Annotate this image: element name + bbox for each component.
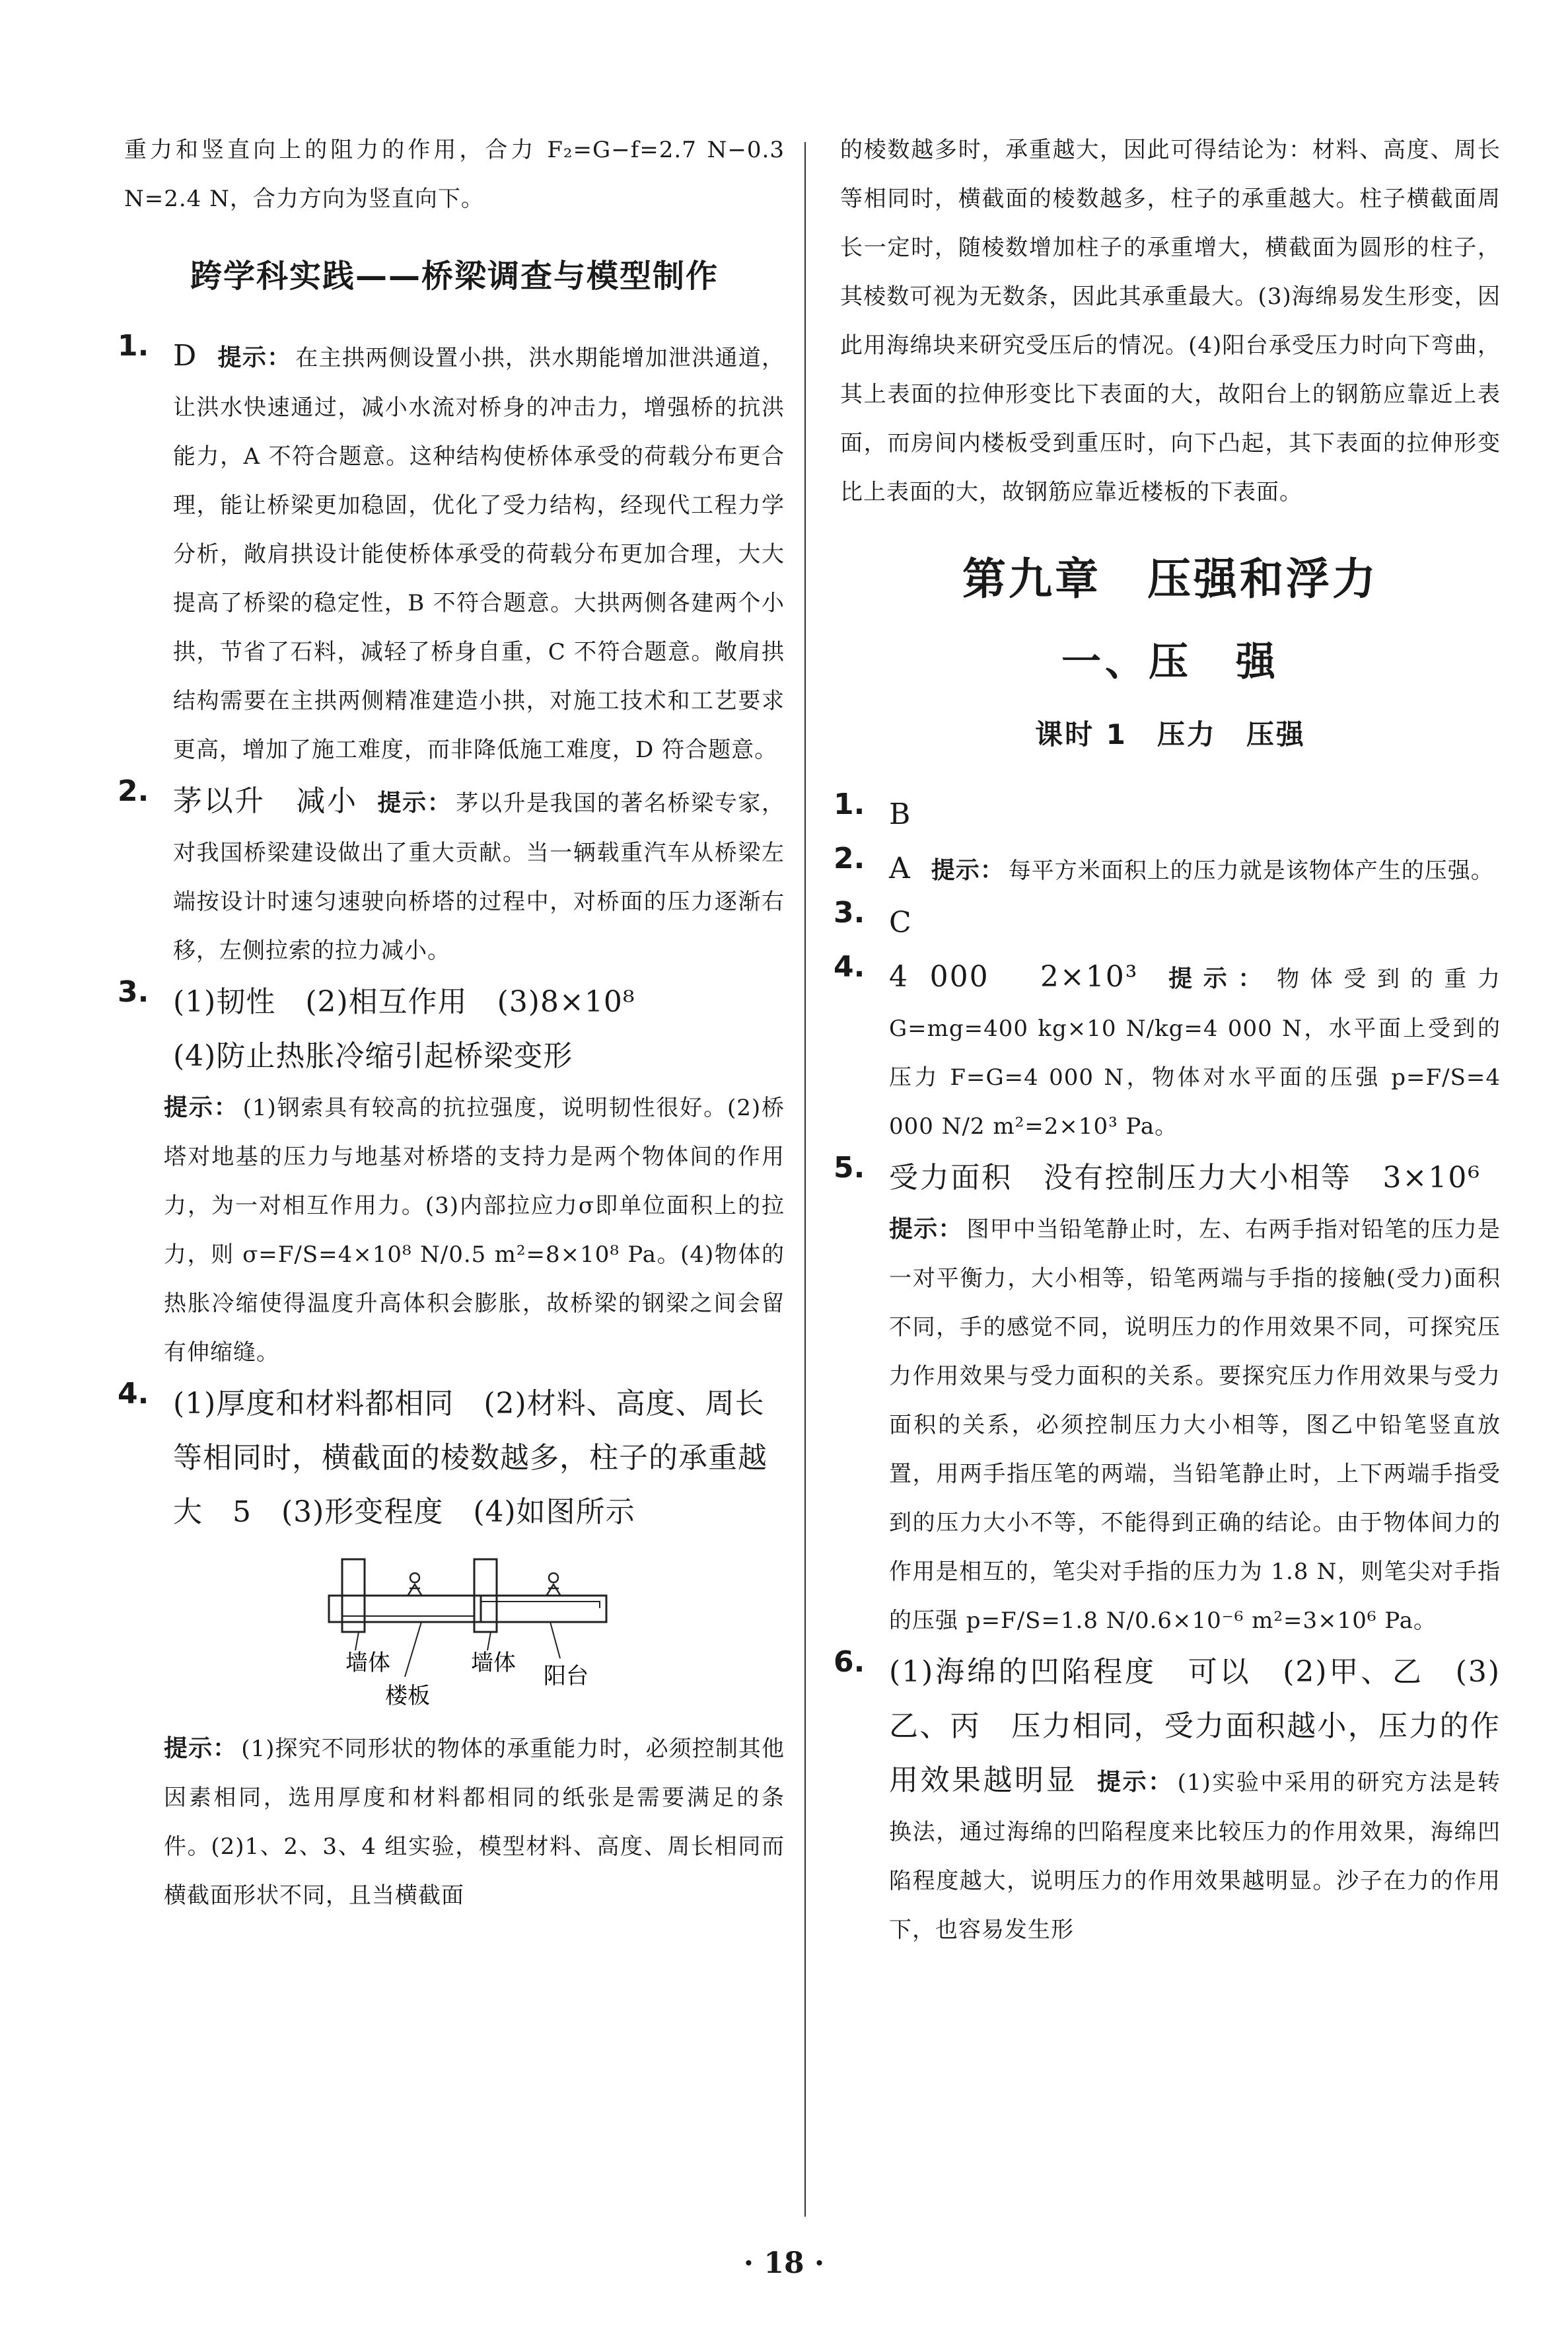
question-number: 2. [118,774,149,808]
answer: A [889,852,911,885]
label-balcony: 阳台 [544,1663,588,1689]
right-question-5 [834,1151,1501,1645]
left-column [118,126,785,1920]
left-question-1 [118,329,785,774]
balcony-slab [481,1596,606,1622]
person-1 [408,1573,421,1595]
hint-label: 提示： [164,1094,239,1121]
building-diagram [322,1553,626,1711]
question-number: 3. [834,896,865,930]
right-question-4 [834,950,1501,1151]
chapter-title: 第九章 压强和浮力 [962,554,1378,605]
left-question-3 [118,975,785,1084]
hint-text: 物体受到的重力 G=mg=400 kg×10 N/kg=4 000 N，水平面上受到的压力 F=G=4 000 N，物体对水平面的压强 p=F/S=4 000 N/2 m²=2×10³ Pa。 [889,966,1501,1140]
answer-line-1: (1)韧性 (2)相互作用 (3)8×10⁸ [173,985,635,1019]
question-number: 4. [118,1377,149,1411]
answer: D [173,339,198,373]
hint-label: 提示： [1097,1769,1174,1796]
hint-label: 提示： [377,790,452,817]
page-number: · 18 · [743,2246,825,2280]
balcony-figure [164,1553,785,1711]
hint-text: 茅以升是我国的著名桥梁专家，对我国桥梁建设做出了重大贡献。当一辆载重汽车从桥梁左端按设计时速匀速驶向桥塔的过程中，对桥面的压力逐渐右移，左侧拉索的拉力减小。 [173,790,785,964]
hint-text: (1)探究不同形状的物体的承重能力时，必须控制其他因素相同，选用厚度和材料都相同的纸张是需要满足的条件。(2)1、2、3、4 组实验，模型材料、高度、周长相同而横截面形状不同，且当横截面 [164,1736,785,1909]
question-number: 1. [118,329,149,363]
intro-paragraph: 重力和竖直向上的阻力的作用，合力 F₂=G−f=2.7 N−0.3 N=2.4 N，合力方向为竖直向下。 [124,137,785,212]
answer: 受力面积 没有控制压力大小相等 3×10⁶ [889,1161,1481,1195]
right-question-1 [834,788,1501,842]
answer: 4 000 2×10³ [889,960,1139,994]
answer: C [889,906,913,940]
right-question-2 [834,842,1501,896]
answer: B [889,797,912,831]
hint-text: (1)钢索具有较高的抗拉强度，说明韧性很好。(2)桥塔对地基的压力与地基对桥塔的支持力是两个物体间的作用力，为一对相互作用力。(3)内部拉应力σ即单位面积上的拉力，则 σ=F/S=4×10⁸ N/0.5 m²=8×10⁸ Pa。(4)物体的热胀冷缩使得温度升高体积会膨胀，故桥梁的钢梁之间会留有伸缩缝。 [164,1095,785,1366]
left-question-2 [118,774,785,975]
hint-label: 提示： [1158,965,1273,992]
left-question-4 [118,1377,785,1539]
person-2 [547,1573,560,1595]
hint-text: 每平方米面积上的压力就是该物体产生的压强。 [1008,858,1494,884]
hint-label: 提示： [931,857,1005,884]
label-floor: 楼板 [385,1683,430,1709]
answer-line-2: (4)防止热胀冷缩引起桥梁变形 [173,1039,573,1073]
label-wall-2: 墙体 [471,1650,516,1676]
right-question-3 [834,896,1501,950]
hint-label: 提示： [889,1216,963,1243]
question-number: 5. [834,1151,865,1185]
answer: 茅以升 减小 [173,784,358,818]
continuation-paragraph: 的棱数越多时，承重越大，因此可得结论为：材料、高度、周长等相同时，横截面的棱数越多，柱子的承重越大。柱子横截面周长一定时，随棱数增加柱子的承重增大，横截面为圆形的柱子，其棱数可视为无数条，因此其承重最大。(3)海绵易发生形变，因此用海绵块来研究受压后的情况。(4)阳台承受压力时向下弯曲，其上表面的拉伸形变比下表面的大，故阳台上的钢筋应靠近上表面，而房间内楼板受到重压时，向下凸起，其下表面的拉伸形变比上表面的大，故钢筋应靠近楼板的下表面。 [840,137,1501,505]
question-number: 1. [834,788,865,821]
question-number: 3. [118,975,149,1009]
lesson-subtitle: 课时 1 压力 压强 [1035,718,1306,751]
answer: (1)海绵的凹陷程度 可以 (2)甲、乙 (3)乙、丙 压力相同，受力面积越小，压力的作用效果越明显 [889,1655,1501,1797]
hint-label: 提示： [217,344,292,371]
lesson-title: 一、压 强 [1061,639,1279,685]
hint-text: (1)实验中采用的研究方法是转换法，通过海绵的凹陷程度来比较压力的作用效果，海绵凹陷程度越大，说明压力的作用效果越明显。沙子在力的作用下，也容易发生形 [889,1769,1501,1943]
question-number: 4. [834,950,865,984]
label-wall-1: 墙体 [345,1650,390,1676]
floor-slab [329,1596,481,1622]
question-number: 2. [834,842,865,875]
answer: (1)厚度和材料都相同 (2)材料、高度、周长等相同时，横截面的棱数越多，柱子的承重越大 5 (3)形变程度 (4)如图所示 [173,1387,767,1529]
hint-text: 在主拱两侧设置小拱，洪水期能增加泄洪通道，让洪水快速通过，减小水流对桥身的冲击力，增强桥的抗洪能力，A 不符合题意。这种结构使桥体承受的荷载分布更合理，能让桥梁更加稳固，优化了受力结构，经现代工程力学分析，敞肩拱设计能使桥体承受的荷载分布更加合理，大大提高了桥梁的稳定性，B 不符合题意。大拱两侧各建两个小拱，节省了石料，减轻了桥身自重，C 不符合题意。敞肩拱结构需要在主拱两侧精准建造小拱，对施工技术和工艺要求更高，增加了施工难度，而非降低施工难度，D 符合题意。 [173,345,785,763]
hint-label: 提示： [164,1735,238,1762]
hint-text: 图甲中当铅笔静止时，左、右两手指对铅笔的压力是一对平衡力，大小相等，铅笔两端与手指的接触(受力)面积不同，手的感觉不同，说明压力的作用效果不同，可探究压力作用效果与受力面积的关系。要探究压力作用效果与受力面积的关系，必须控制压力大小相等，图乙中铅笔竖直放置，用两手指压笔的两端，当铅笔静止时，上下两端手指受到的压力大小不等，不能得到正确的结论。由于物体间力的作用是相互的，笔尖对手指的压力为 1.8 N，则笔尖对手指的压强 p=F/S=1.8 N/0.6×10⁻⁶ m²=3×10⁶ Pa。 [889,1216,1501,1634]
balcony-rebar [481,1602,600,1608]
right-question-6 [834,1645,1501,1954]
question-number: 6. [834,1645,865,1679]
section-title: 跨学科实践——桥梁调查与模型制作 [190,258,719,295]
right-column [834,126,1501,1954]
column-divider [804,142,806,2217]
